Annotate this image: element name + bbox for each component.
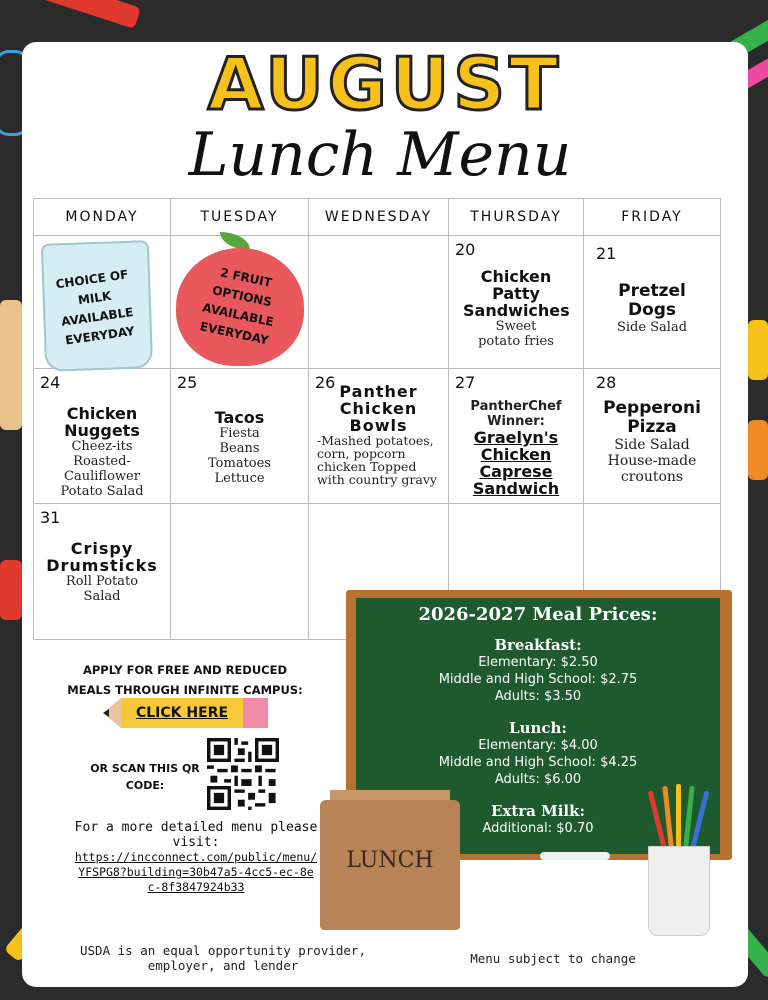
date-label: 21 [596, 244, 617, 263]
main-dish: Chicken Nuggets [64, 404, 140, 440]
lunch-middle-high: Middle and High School: $4.25 [438, 755, 638, 770]
date-label: 26 [315, 373, 336, 392]
main-dish: Chicken Patty Sandwiches [463, 267, 570, 320]
lunch-elementary: Elementary: $4.00 [478, 738, 598, 753]
calendar-cell-empty [308, 235, 449, 369]
date-label: 24 [40, 373, 61, 392]
calendar-cell-31 [33, 503, 171, 640]
date-label: 28 [596, 373, 617, 392]
side-dishes: Side Salad [616, 320, 688, 335]
pencil-decoration-top-left [39, 0, 141, 29]
crayon-decoration-right [748, 320, 768, 380]
colored-pencil [676, 784, 681, 854]
day-header-thursday: THURSDAY [448, 198, 584, 236]
day-header-wednesday: WEDNESDAY [308, 198, 449, 236]
lunch-bag-label: LUNCH [346, 848, 434, 873]
main-dish: Tacos [214, 408, 265, 427]
fruit-promo-text: 2 FRUIT OPTIONS AVAILABLE EVERYDAY [198, 265, 276, 348]
main-dish: Graelyn's Chicken Caprese Sandwich [472, 428, 560, 498]
day-header-monday: MONDAY [33, 198, 171, 236]
crayon-decoration-right-2 [748, 420, 768, 480]
chalk-piece [540, 852, 610, 860]
date-label: 20 [455, 240, 476, 259]
day-header-friday: FRIDAY [583, 198, 721, 236]
calendar-cell-28 [583, 368, 721, 504]
main-dish: Crispy Drumsticks [46, 539, 158, 575]
side-dishes: Fiesta Beans Tomatoes Lettuce [208, 426, 271, 486]
lunch-heading: Lunch: [509, 719, 567, 737]
click-here-button[interactable] [103, 698, 268, 728]
breakfast-heading: Breakfast: [494, 636, 582, 654]
date-label: 31 [40, 508, 61, 527]
detailed-menu-link[interactable]: https://incconnect.com/public/menu/YFSPG8?building=30b47a5-4cc5-ec-8e c-8f3847924b33 [74, 850, 318, 894]
day-header-tuesday: TUESDAY [170, 198, 309, 236]
date-label: 25 [177, 373, 198, 392]
breakfast-middle-high: Middle and High School: $2.75 [438, 672, 638, 687]
ruler-decoration-left [0, 300, 22, 430]
breakfast-adults: Adults: $3.50 [494, 689, 582, 704]
side-dishes: -Mashed potatoes, corn, popcorn chicken Topped with country gravy [317, 433, 437, 487]
pencil-lead [103, 709, 109, 717]
main-dish: Pepperoni Pizza [603, 398, 701, 437]
side-dishes: Roll Potato Salad [65, 574, 139, 604]
side-dishes: Cheez-its Roasted-Cauliflower Potato Salad [60, 439, 144, 499]
calendar-cell-20 [448, 235, 584, 369]
main-dish: Pretzel Dogs [618, 281, 686, 320]
usda-statement: USDA is an equal opportunity provider, employer, and lender [78, 938, 368, 978]
calendar-cell-empty [170, 503, 309, 640]
extra-milk-heading: Extra Milk: [490, 802, 586, 820]
prices-title: 2026-2027 Meal Prices: [418, 604, 658, 625]
side-dishes: Sweet potato fries [478, 319, 554, 349]
winner-label: PantherChef Winner: [470, 399, 562, 429]
extra-milk-price: Additional: $0.70 [482, 821, 594, 836]
calendar-cell-24 [33, 368, 171, 504]
lunch-adults: Adults: $6.00 [494, 772, 582, 787]
pencil-eraser [243, 698, 268, 728]
click-here-link[interactable]: CLICK HERE [135, 705, 229, 721]
apply-instructions: APPLY FOR FREE AND REDUCED MEALS THROUGH INFINITE CAMPUS: [67, 663, 303, 697]
breakfast-elementary: Elementary: $2.50 [478, 655, 598, 670]
calendar-cell-21 [583, 235, 721, 369]
scan-qr-text: OR SCAN THIS QR CODE: [90, 762, 200, 792]
milk-promo-text: CHOICE OF MILK AVAILABLE EVERYDAY [54, 267, 136, 348]
date-label: 27 [455, 373, 476, 392]
lunch-menu-title: Lunch Menu [188, 120, 572, 190]
calendar-cell-25 [170, 368, 309, 504]
crayon-decoration-left [0, 560, 22, 620]
detailed-menu-text: For a more detailed menu please visit: [74, 820, 318, 850]
month-title: AUGUST [207, 42, 563, 126]
menu-change-note: Menu subject to change [410, 938, 696, 978]
qr-code[interactable] [207, 738, 279, 810]
main-dish: Panther Chicken Bowls [339, 382, 418, 435]
calendar-cell-27 [448, 368, 584, 504]
calendar-cell-26 [308, 368, 449, 504]
pencil-cup [648, 846, 710, 936]
side-dishes: Side Salad House-made croutons [607, 437, 697, 485]
